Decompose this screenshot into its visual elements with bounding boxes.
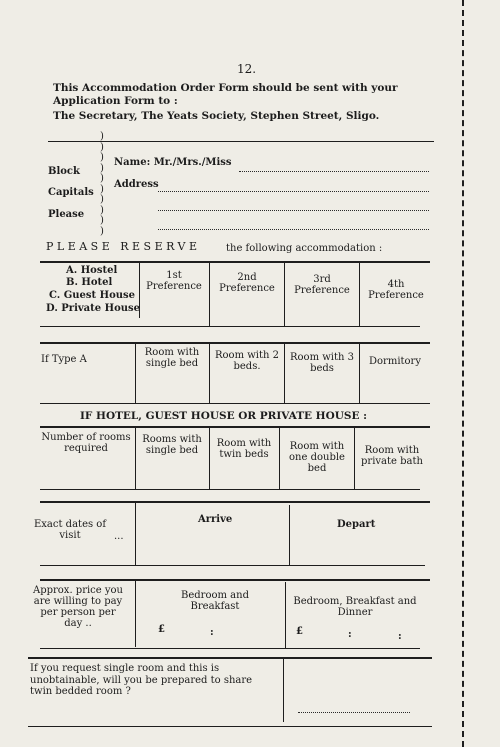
col-divider (359, 262, 360, 326)
second-preference[interactable]: 2nd Preference (219, 272, 275, 294)
please-label: Please (48, 209, 85, 220)
bb-pound-sign: £ (158, 624, 165, 635)
address-field-1[interactable] (158, 191, 429, 192)
bb-colon: : (210, 627, 214, 638)
option-double-bed[interactable]: Room with one double bed (289, 441, 345, 474)
following-accommodation: the following accommodation : (226, 243, 383, 254)
share-answer-field[interactable] (298, 712, 410, 713)
option-single-bed[interactable]: Room with single bed (144, 347, 200, 369)
hotel-heading: IF HOTEL, GUEST HOUSE OR PRIVATE HOUSE : (80, 410, 368, 422)
bbd-colon-2: : (398, 631, 402, 642)
intro-address: The Secretary, The Yeats Society, Stephen Street, Sligo. (53, 110, 380, 122)
hotel-top-line (40, 426, 430, 428)
name-label: Name: Mr./Mrs./Miss (114, 157, 232, 168)
share-top-line (28, 657, 432, 659)
divider (48, 141, 434, 142)
block-label: Block (48, 166, 80, 177)
table-top-line (40, 261, 430, 263)
address-field-3[interactable] (158, 229, 429, 230)
option-private-bath[interactable]: Room with private bath (361, 445, 423, 467)
page-number: 12. (237, 62, 257, 76)
col-divider (289, 505, 290, 565)
type-private-house: D. Private House (46, 303, 140, 314)
col-divider (135, 580, 136, 647)
bbd-colon-1: : (348, 629, 352, 640)
row-line (40, 326, 420, 327)
first-preference[interactable]: 1st Preference (146, 270, 202, 292)
row-line (40, 648, 420, 649)
intro-instruction: This Accommodation Order Form should be sent with your Application Form to : (53, 82, 398, 107)
depart-label: Depart (337, 519, 376, 530)
price-label: Approx. price you are willing to pay per person per day .. (32, 585, 123, 629)
col-divider (285, 582, 286, 649)
please-reserve-heading: PLEASE RESERVE (46, 240, 201, 253)
col-divider (209, 262, 210, 326)
col-divider (284, 262, 285, 326)
type-a-label: If Type A (41, 354, 87, 365)
row-line (40, 489, 420, 490)
row-line (40, 403, 430, 404)
col-divider (279, 427, 280, 489)
fourth-preference[interactable]: 4th Preference (368, 279, 424, 301)
col-divider (209, 343, 210, 403)
type-a-top-line (40, 342, 430, 344)
name-field[interactable] (239, 171, 429, 172)
col-divider (354, 427, 355, 489)
address-label: Address (114, 179, 159, 190)
row-line (40, 565, 425, 566)
bed-and-breakfast: Bedroom and Breakfast (181, 590, 249, 612)
share-question: If you request single room and this is unobtainable, will you be prepared to share twin bedded room ? (30, 663, 253, 697)
col-divider (284, 343, 285, 403)
price-top-line (40, 579, 430, 581)
option-rooms-single[interactable]: Rooms with single bed (142, 434, 202, 456)
option-two-beds[interactable]: Room with 2 beds. (215, 350, 279, 372)
option-dormitory[interactable]: Dormitory (369, 356, 421, 367)
cut-line (462, 0, 464, 747)
exact-dates-label: Exact dates of visit (33, 519, 107, 541)
third-preference[interactable]: 3rd Preference (294, 274, 350, 296)
option-three-beds[interactable]: Room with 3 beds (290, 352, 354, 374)
bed-breakfast-dinner: Bedroom, Breakfast and Dinner (293, 596, 417, 618)
type-hotel: B. Hotel (66, 277, 113, 288)
capitals-label: Capitals (48, 187, 94, 198)
dates-ellipsis: ... (114, 531, 124, 542)
bottom-line (28, 726, 432, 727)
brace-decoration: ) ) ) ) ) ) ) ) ) ) (100, 131, 104, 237)
col-divider (135, 502, 136, 565)
col-divider (283, 658, 284, 722)
type-hostel: A. Hostel (66, 265, 118, 276)
option-twin-beds[interactable]: Room with twin beds (216, 438, 272, 460)
col-divider (359, 343, 360, 403)
arrive-label: Arrive (198, 514, 233, 525)
address-field-2[interactable] (158, 210, 429, 211)
type-guest-house: C. Guest House (49, 290, 136, 301)
dates-top-line (40, 501, 430, 503)
rooms-required-label: Number of rooms required (41, 432, 131, 454)
bbd-pound-sign: £ (296, 626, 303, 637)
